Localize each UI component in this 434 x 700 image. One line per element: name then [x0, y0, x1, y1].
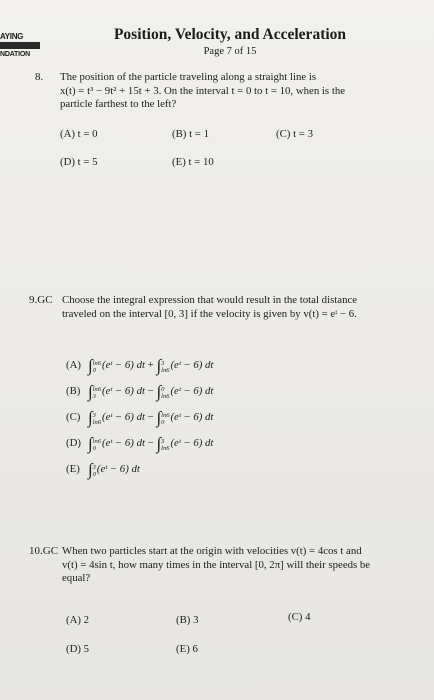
- lower-limit: 3: [92, 393, 96, 400]
- logo-text-top: AYING: [0, 32, 24, 41]
- page-title: Position, Velocity, and Acceleration: [113, 26, 347, 43]
- lower-limit: 0: [161, 419, 165, 426]
- lower-limit: ln6: [92, 419, 101, 426]
- upper-limit: ln6: [161, 412, 170, 419]
- q10-option-d[interactable]: (D) 5: [66, 643, 90, 655]
- integral-sign: ∫: [88, 408, 93, 427]
- integral-sign: ∫: [88, 382, 93, 401]
- upper-limit: 3: [92, 464, 96, 471]
- q9-option-b-label: (B): [66, 385, 81, 397]
- q10-option-c[interactable]: (C) 4: [288, 611, 311, 623]
- q8-text: [60, 71, 345, 112]
- lower-limit: ln6: [161, 445, 170, 452]
- integrand: (eᵗ − 6) dt: [101, 437, 145, 449]
- integrand: (eᵗ − 6) dt: [170, 411, 214, 423]
- upper-limit: ln6: [92, 438, 101, 445]
- q10-option-b[interactable]: (B) 3: [176, 614, 199, 626]
- q10-number: 10.GC: [29, 545, 59, 557]
- integrand: (eᵗ − 6) dt: [101, 411, 145, 423]
- q9-option-c[interactable]: [66, 408, 213, 428]
- q9-text: [62, 294, 357, 321]
- integral-sign: ∫: [88, 460, 93, 479]
- upper-limit: 3: [92, 412, 96, 419]
- integrand: (eᵗ − 6) dt: [170, 437, 214, 449]
- q10-text: [62, 545, 370, 586]
- q8-option-d[interactable]: (D) t = 5: [60, 156, 98, 168]
- upper-limit: 3: [161, 438, 165, 445]
- q8-option-a[interactable]: (A) t = 0: [60, 128, 98, 140]
- page-number: Page 7 of 15: [203, 46, 257, 57]
- q10-line2: v(t) = 4sin t, how many times in the interval [0, 2π] will their speeds be: [62, 558, 371, 571]
- q9-option-d[interactable]: [66, 434, 213, 454]
- q8-option-b[interactable]: (B) t = 1: [172, 128, 209, 140]
- integrand: (eᵗ − 6) dt: [96, 463, 140, 475]
- q8-number: 8.: [35, 71, 44, 83]
- lower-limit: 0: [92, 471, 96, 478]
- minus-sign: −: [147, 385, 154, 397]
- q9-option-d-label: (D): [66, 437, 81, 449]
- upper-limit: 3: [161, 360, 165, 367]
- q9-option-e[interactable]: [66, 460, 140, 480]
- q10-line1: When two particles start at the origin with velocities v(t) = 4cos t and: [62, 545, 362, 557]
- integral-sign: ∫: [88, 434, 93, 453]
- integrand: (eᵗ − 6) dt: [170, 359, 214, 371]
- integrand: (eᵗ − 6) dt: [101, 385, 145, 397]
- lower-limit: 0: [92, 367, 96, 374]
- q9-option-a[interactable]: [66, 356, 213, 376]
- q9-option-b[interactable]: [66, 382, 213, 402]
- integral-sign: ∫: [88, 356, 93, 375]
- plus-sign: +: [147, 359, 154, 371]
- q10-line3: equal?: [62, 572, 91, 585]
- q8-line1: The position of the particle traveling along a straight line is: [60, 71, 317, 83]
- lower-limit: ln6: [161, 367, 170, 374]
- q9-line2: traveled on the interval [0, 3] if the velocity is given by v(t) = eᵗ − 6.: [62, 307, 357, 320]
- lower-limit: ln6: [161, 393, 170, 400]
- upper-limit: ln6: [92, 360, 101, 367]
- q8-option-e[interactable]: (E) t = 10: [172, 156, 214, 168]
- q10-option-a[interactable]: (A) 2: [66, 614, 90, 626]
- q10-option-e[interactable]: (E) 6: [176, 643, 198, 655]
- integral-sign: ∫: [156, 434, 162, 453]
- q9-number: 9.GC: [29, 294, 53, 306]
- integral-sign: ∫: [156, 382, 162, 401]
- lower-limit: 0: [92, 445, 96, 452]
- q9-option-a-label: (A): [66, 359, 81, 371]
- minus-sign: −: [147, 437, 154, 449]
- upper-limit: 0: [161, 386, 165, 393]
- q8-line2: x(t) = t³ − 9t² + 15t + 3. On the interval t = 0 to t = 10, when is the: [60, 84, 346, 97]
- q8-line3: particle farthest to the left?: [60, 98, 177, 111]
- integral-sign: ∫: [156, 356, 162, 375]
- integrand: (eᵗ − 6) dt: [170, 385, 214, 397]
- integral-sign: ∫: [156, 408, 162, 427]
- upper-limit: ln6: [92, 386, 101, 393]
- q9-line1: Choose the integral expression that would result in the total distance: [62, 294, 358, 306]
- integrand: (eᵗ − 6) dt: [101, 359, 145, 371]
- q9-option-e-label: (E): [66, 463, 80, 475]
- q8-option-c[interactable]: (C) t = 3: [276, 128, 313, 140]
- logo-text-bottom: NDATION: [0, 51, 30, 58]
- minus-sign: −: [147, 411, 154, 423]
- q9-option-c-label: (C): [66, 411, 81, 423]
